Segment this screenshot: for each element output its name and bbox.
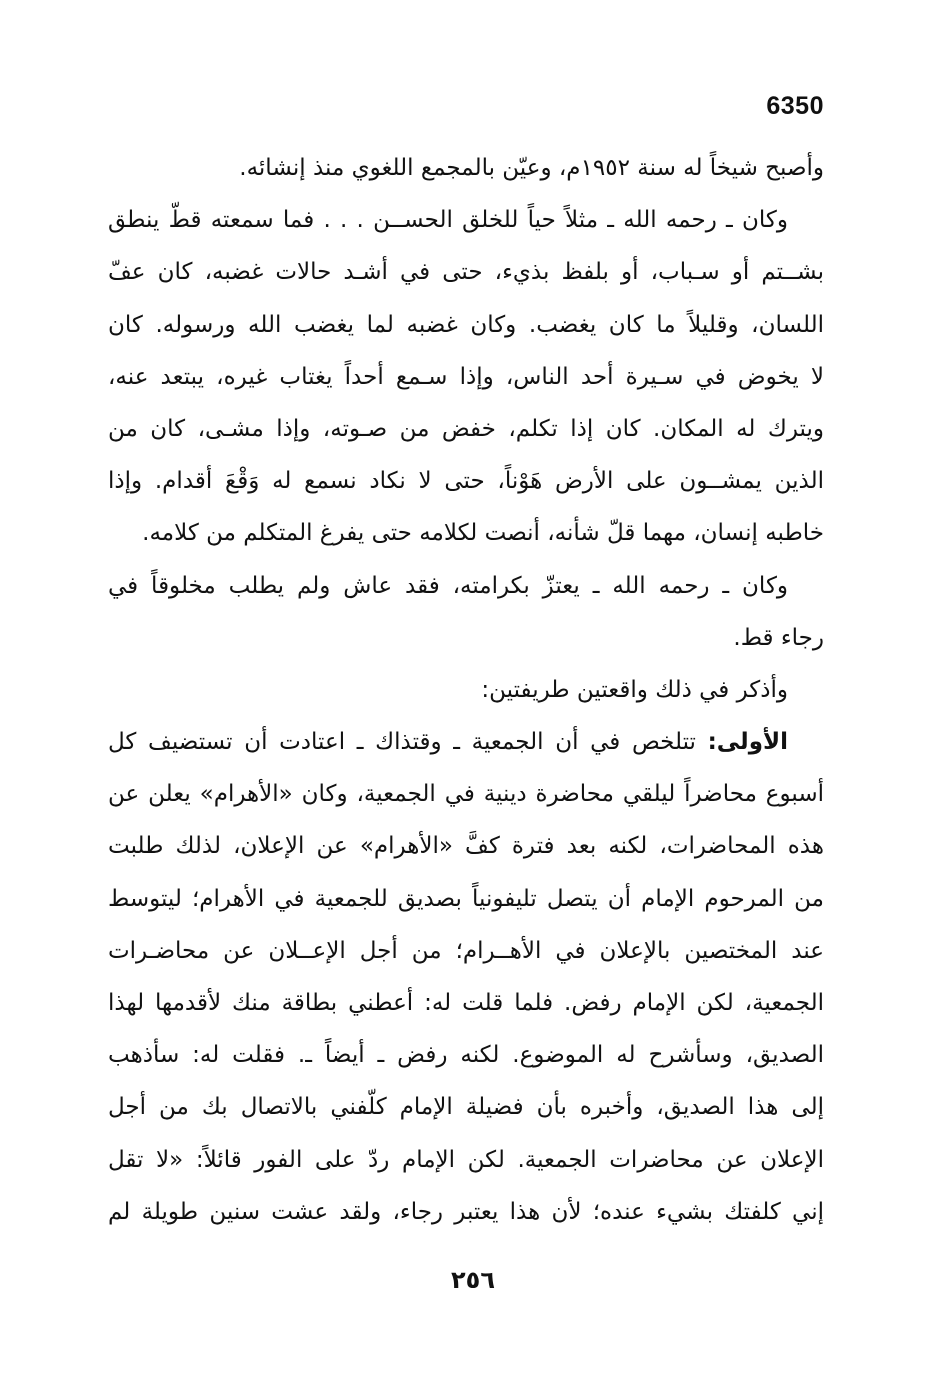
page-code: 6350 [766, 92, 824, 120]
text-line: إلى هذا الصديق، وأخبره بأن فضيلة الإمام كلّفني بالاتصال بك من أجل [108, 1094, 824, 1121]
text-line: وأذكر في ذلك واقعتين طريفتين: [481, 676, 788, 703]
text-line: بشــتم أو سـباب، أو بلفظ بذيء، حتى في أشـد حالات غضبه، كان عفّ [108, 259, 824, 286]
page-number: ٢٥٦ [451, 1266, 495, 1294]
text-line: أسبوع محاضراً ليلقي محاضرة دينية في الجمعية، وكان «الأهرام» يعلن عن [108, 781, 824, 808]
text-line: لا يخوض في سـيرة أحد الناس، وإذا سـمع أحداً يغتاب غيره، يبتعد عنه، [108, 363, 824, 390]
text-line: ويترك له المكان. كان إذا تكلم، خفض من صـوته، وإذا مشـى، كان من [108, 415, 824, 442]
text-line: الصديق، وسأشرح له الموضوع. لكنه رفض ـ أيضاً ـ. فقلت له: سأذهب [108, 1042, 824, 1069]
first-anecdote-line [108, 716, 824, 768]
text-line: إني كلفتك بشيء عنده؛ لأن هذا يعتبر رجاء، ولقد عشت سنين طويلة لم [108, 1198, 824, 1225]
text-line: الإعلان عن محاضرات الجمعية. لكن الإمام ردّ على الفور قائلاً: «لا تقل [108, 1146, 824, 1173]
text-line: وأصبح شيخاً له سنة ١٩٥٢م، وعيّن بالمجمع اللغوي منذ إنشائه. [239, 155, 824, 181]
first-anecdote-label: الأولى: [707, 729, 789, 756]
text-line: وكان ـ رحمه الله ـ مثلاً حياً للخلق الحســن . . . فما سمعته قطّ ينطق [108, 207, 788, 234]
text-line: خاطبه إنسان، مهما قلّ شأنه، أنصت لكلامه حتى يفرغ المتكلم من كلامه. [142, 520, 824, 547]
text-line: هذه المحاضرات، لكنه بعد فترة كفَّ «الأهرام» عن الإعلان، لذلك طلبت [108, 833, 824, 860]
text-line: عند المختصين بالإعلان في الأهــرام؛ من أجل الإعــلان عن محاضـرات [108, 937, 824, 964]
text-line: رجاء قط. [733, 624, 824, 651]
text-line: من المرحوم الإمام أن يتصل تليفونياً بصديق للجمعية في الأهرام؛ ليتوسط [108, 885, 824, 912]
text-line: الذين يمشــون على الأرض هَوْناً، حتى لا نكاد نسمع له وَقْعَ أقدام. وإذا [108, 468, 824, 495]
text-line: اللسان، وقليلاً ما كان يغضب. وكان غضبه لما يغضب الله ورسوله. كان [108, 311, 824, 338]
text-line-content: تتلخص في أن الجمعية ـ وقتذاك ـ اعتادت أن تستضيف كل [108, 729, 696, 756]
text-line: وكان ـ رحمه الله ـ يعتزّ بكرامته، فقد عاش ولم يطلب مخلوقاً في [108, 572, 788, 599]
body-text [108, 142, 824, 1238]
text-line: الجمعية، لكن الإمام رفض. فلما قلت له: أعطني بطاقة منك لأقدمها لهذا [108, 990, 824, 1016]
